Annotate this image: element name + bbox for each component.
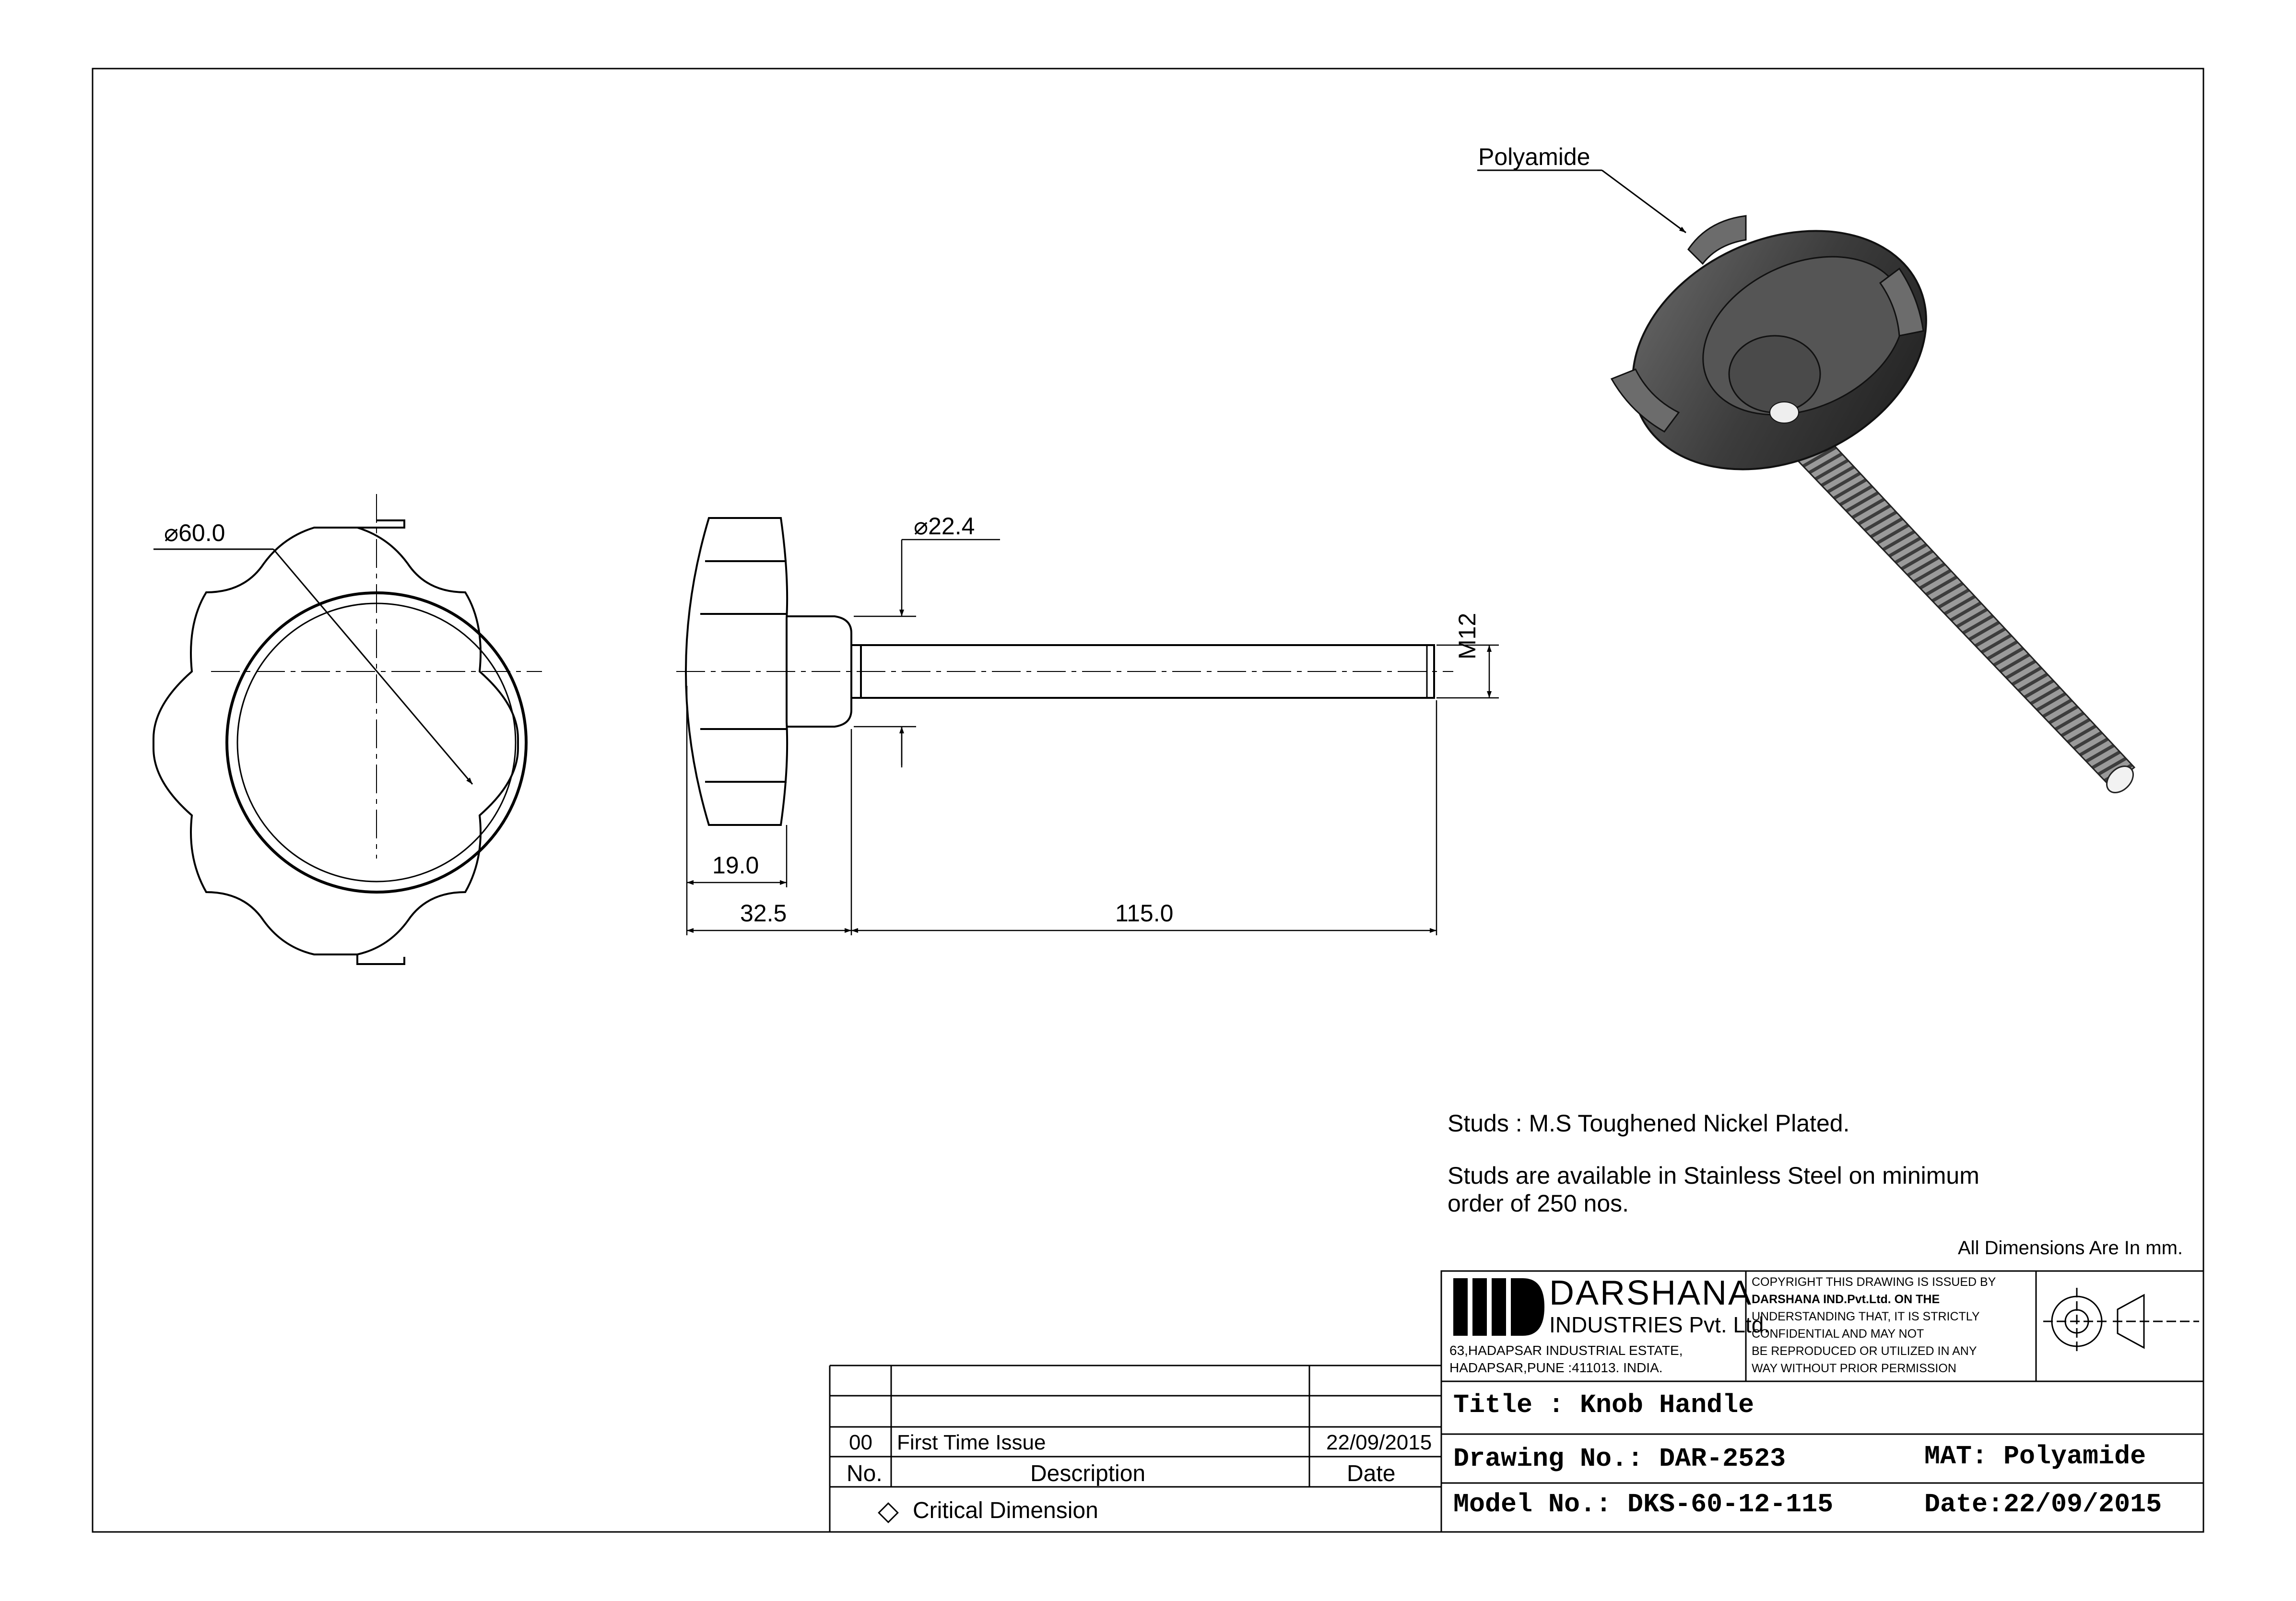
critical-dimension-icon <box>879 1503 898 1522</box>
projection-symbol-icon <box>2043 1288 2199 1355</box>
revision-header-description: Description <box>1030 1461 1146 1486</box>
units-note: All Dimensions Are In mm. <box>1958 1237 2183 1259</box>
front-diameter-label: ⌀60.0 <box>164 519 225 546</box>
drawing-number: Drawing No.: DAR-2523 <box>1453 1444 1786 1474</box>
diameter-icon: ⌀ <box>914 513 929 540</box>
company-name: DARSHANA <box>1549 1274 1753 1312</box>
copyright-notice: COPYRIGHT THIS DRAWING IS ISSUED BY DARSHANA IND.Pvt.Ltd. ON THE UNDERSTANDING THAT, IT IS STRICTLY CONFIDENTIAL AND MAY NOT BE REPRODUCED OR UTILIZED IN ANY WAY WITHOUT PRIOR PERMISSION <box>1752 1275 1996 1375</box>
isometric-view <box>1477 170 2138 798</box>
company-logo <box>1453 1278 1544 1336</box>
revision-header-no: No. <box>847 1461 883 1486</box>
studs-note: Studs : M.S Toughened Nickel Plated. <box>1448 1110 1850 1137</box>
model-number: Model No.: DKS-60-12-115 <box>1453 1489 1834 1519</box>
revision-header-date: Date <box>1347 1461 1396 1486</box>
thread-size-label: M12 <box>1454 612 1481 659</box>
revision-row-description: First Time Issue <box>897 1431 1046 1454</box>
critical-dimension-legend: Critical Dimension <box>913 1498 1098 1523</box>
knob-length-label: 32.5 <box>740 900 787 927</box>
revision-row-no: 00 <box>849 1431 872 1454</box>
hub-diameter-label: ⌀22.4 <box>914 513 975 540</box>
revision-row-date: 22/09/2015 <box>1326 1431 1432 1454</box>
availability-note: Studs are available in Stainless Steel on minimum order of 250 nos. <box>1448 1162 1979 1217</box>
drawing-date: Date:22/09/2015 <box>1924 1489 2162 1519</box>
material-spec: MAT: Polyamide <box>1924 1441 2146 1472</box>
hub-length-label: 19.0 <box>712 852 759 879</box>
stud-length-label: 115.0 <box>1115 900 1174 927</box>
material-callout: Polyamide <box>1478 143 1590 170</box>
company-address: 63,HADAPSAR INDUSTRIAL ESTATE, HADAPSAR,PUNE :411013. INDIA. <box>1449 1343 1683 1375</box>
drawing-title: Title : Knob Handle <box>1453 1390 1754 1420</box>
front-view <box>153 520 526 964</box>
diameter-icon: ⌀ <box>164 519 179 546</box>
company-subname: INDUSTRIES Pvt. Ltd. <box>1549 1312 1770 1337</box>
